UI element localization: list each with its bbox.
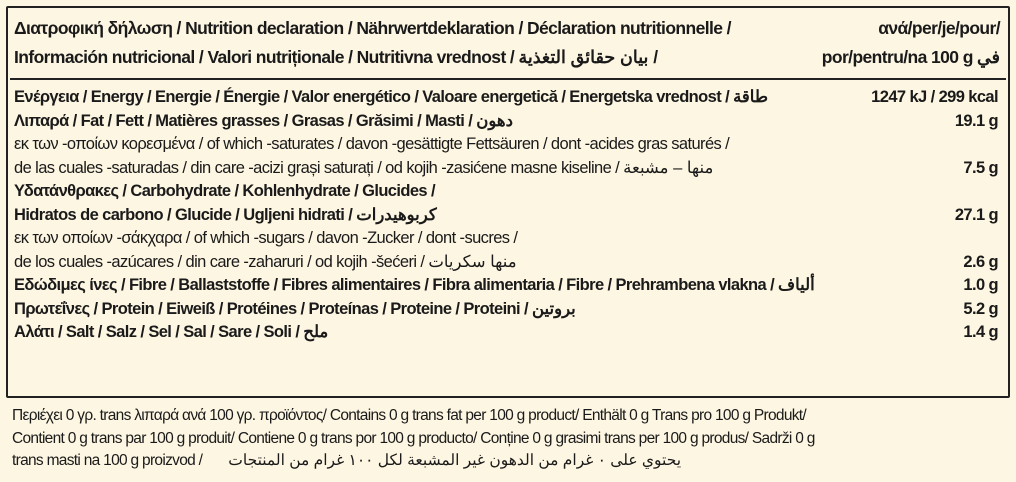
footer-line-3-text: trans masti na 100 g proizvod /	[12, 452, 203, 469]
nutrient-row	[14, 180, 1002, 204]
nutrient-name: Πρωτεΐνες / Protein / Eiweiß / Protéines / Proteínas / Proteine / Proteini / بروتين	[14, 299, 576, 318]
nutrient-name: Εδώδιμες ίνες / Fibre / Ballaststoffe / Fibres alimentaires / Fibra alimentaria / Fibre / Prehrambena vlakna / ألياف	[14, 276, 815, 294]
nutrient-row	[14, 86, 1002, 110]
header-title-line-2: Información nutricional / Valori nutriționale / Nutritivna vrednost / بيان حقائق التغذية /	[14, 47, 659, 67]
footer-line-2: Contient 0 g trans par 100 g produit/ Contiene 0 g trans por 100 g producto/ Conține 0 g grasimi trans per 100 g produs/ Sadrži 0 g	[12, 429, 815, 447]
table-header	[10, 12, 1006, 74]
nutrient-row	[14, 227, 1002, 251]
header-per-100g	[822, 14, 1000, 72]
trans-fat-statement	[12, 405, 1004, 473]
nutrient-value: 1.0 g	[963, 276, 998, 294]
nutrient-value: 7.5 g	[963, 158, 998, 177]
nutrient-row	[14, 298, 1002, 322]
nutrient-rows	[14, 86, 1002, 345]
nutrient-value: 1.4 g	[963, 323, 998, 341]
header-title	[14, 14, 804, 72]
nutrient-value: 27.1 g	[954, 205, 998, 224]
footer-arabic-text: يحتوي على ٠ غرام من الدهون غير المشبعة لكل ١٠٠ غرام من المنتجات	[228, 452, 682, 469]
nutrient-name: εκ των -οποίων κορεσμένα / of which -saturates / davon -gesättigte Fettsäuren / dont -acides gras saturés /	[14, 135, 730, 153]
nutrient-name: de las cuales -saturadas / din care -acizi grași saturați / od kojih -zasićene masne kiseline / منها – مشبعة	[14, 158, 714, 177]
nutrient-row	[14, 110, 1002, 134]
header-divider	[10, 78, 1006, 80]
nutrient-row	[14, 251, 1002, 275]
footer-line-1: Περιέχει 0 γρ. trans λιπαρά ανά 100 γρ. προϊόντος/ Contains 0 g trans fat per 100 g product/ Enthält 0 g Trans pro 100 g Produkt/	[12, 407, 807, 424]
nutrient-name: Λιπαρά / Fat / Fett / Matières grasses / Grasas / Grăsimi / Masti / دهون	[14, 111, 513, 130]
nutrient-name: Hidratos de carbono / Glucide / Ugljeni hidrati / كربوهيدرات	[14, 205, 437, 224]
nutrient-value: 1247 kJ / 299 kcal	[871, 88, 998, 106]
nutrient-name: de los cuales -azúcares / din care -zaharuri / od kojih -šećeri / منها سكريات	[14, 252, 517, 271]
nutrient-row	[14, 274, 1002, 298]
nutrient-value: 5.2 g	[963, 299, 998, 318]
nutrient-value: 2.6 g	[963, 252, 998, 271]
nutrient-row	[14, 321, 1002, 345]
header-per-line-2: por/pentru/na 100 g في	[821, 47, 1000, 67]
nutrient-name: εκ των οποίων -σάκχαρα / of which -sugars / davon -Zucker / dont -sucres /	[14, 229, 518, 247]
footer-line-3	[12, 450, 1004, 473]
nutrient-row	[14, 204, 1002, 228]
nutrient-row	[14, 133, 1002, 157]
header-title-line-1: Διατροφική δήλωση / Nutrition declaration / Nährwertdeklaration / Déclaration nutritionnelle /	[14, 18, 731, 38]
nutrient-name: Υδατάνθρακες / Carbohydrate / Kohlenhydrate / Glucides /	[14, 182, 435, 200]
nutrient-name: Ενέργεια / Energy / Energie / Énergie / Valor energético / Valoare energetică / Energetska vrednost / طاقة	[14, 88, 768, 106]
header-per-line-1: ανά/per/je/pour/	[878, 18, 1000, 38]
nutrient-name: Αλάτι / Salt / Salz / Sel / Sal / Sare / Soli / ملح	[14, 323, 329, 341]
nutrient-row	[14, 157, 1002, 181]
nutrient-value: 19.1 g	[954, 111, 998, 130]
